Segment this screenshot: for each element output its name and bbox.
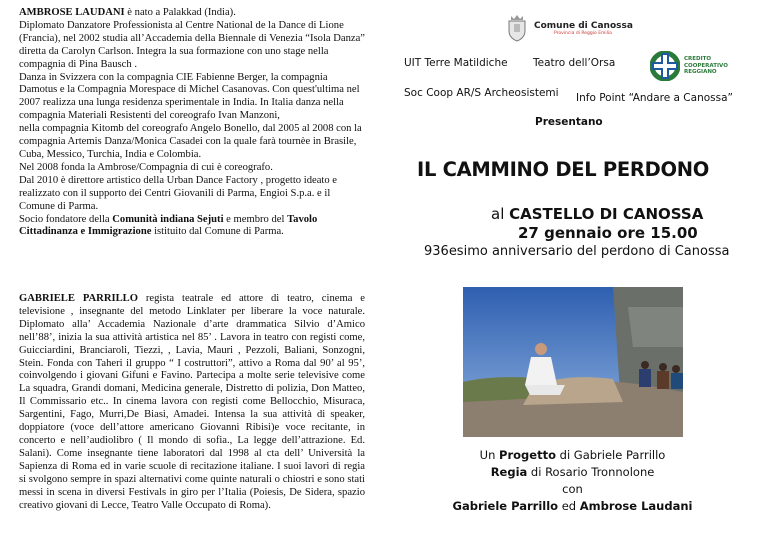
event-date: 27 gennaio ore 15.00 bbox=[518, 224, 698, 242]
credits-progetto: Un Progetto di Gabriele Parrillo bbox=[479, 448, 666, 462]
canossa-name: Comune di Canossa bbox=[534, 20, 633, 31]
bio-laudani-p1: AMBROSE LAUDANI è nato a Palakkad (India). bbox=[19, 7, 236, 18]
org-soc: Soc Coop AR/S Archeosistemi bbox=[404, 87, 559, 99]
bio-laudani-p4: nella compagnia Kitomb del coreografo Angelo Bonello, dal 2005 al 2008 con la compagnia Artemis Danza/Monica Casadei con la quale farà tournèe in Brasile, Cuba, Messico, Turchia, India e Colombia. bbox=[19, 123, 362, 160]
credito-line3: REGGIANO bbox=[684, 69, 717, 76]
bio-laudani-p2: Diplomato Danzatore Professionista al Centre National de la Dance di Lione (Francia), nel 2002 studia all’Accademia della Biennale di Venezia “Isola Danza” diretta da Carolyn Carlson. Integra la sua formazione con uno stage nella compagnia di Pina Bausch . bbox=[19, 19, 366, 70]
credito-logo bbox=[650, 51, 728, 81]
page-title: IL CAMMINO DEL PERDONO bbox=[417, 158, 710, 181]
presentano: Presentano bbox=[535, 116, 603, 128]
credito-cross-icon bbox=[650, 51, 680, 81]
bio-laudani bbox=[19, 7, 365, 239]
parrillo-text: regista teatrale ed attore di teatro, cinema e televisione , insegnante del metodo Linklater per liberare la voce naturale. Diplomato alla’ Accademia Nazionale d’arte drammatica Silvio d’Amico nell’88’, inizia la sua attività artistica nel 85’ . Lavora in teatro con registi come, Guicciardini, Branciaroli, Tiezzi, , Lavia, Mauri , Pezzoli, Baliani, Sonzogni, Stein. Fonda con Taheri il gruppo “ I costruttori”, attivo a Roma dal 90’ al 95’, coinvolgendo i giovani Gifuni e Favino. Partecipa a molte serie televisive come La squadra, Grandi domani, Medicina generale, Distretto di polizia, Don Matteo, Il Commissario etc.. In cinema lavora con registi come Bellocchio, Misuraca, Sargentini, Fago, Murri,De Biasi, Amadei. Intensa la sua attività di speaker, doppiatore (voce dell’attore americano Giovanni Ribisi)e voce recitante, in concerto e nell’audiolibro ( Il mondo di sofia., La legge dell’attrazione. Ed. Salani). Come insegnante tiene laboratori dal 1998 al cta dell’ Università la Sapienza di Roma ed in varie scuole di recitazione italiane. I suoi lavori di regia si svolgono sempre in spazi alternativi come quinte naturali o chiostri e sono stati messi in scena in diversi Festivals in giro per l’Italia (Poiesis, De Sidera, spazio creativo giovani di Lecce, Teatro Valle Occupato di Roma). bbox=[19, 293, 365, 511]
credito-line2: COOPERATIVO bbox=[684, 62, 728, 69]
credits-regia: Regia di Rosario Tronnolone bbox=[490, 465, 655, 479]
credits-cast: Gabriele Parrillo ed Ambrose Laudani bbox=[452, 499, 693, 513]
bio-laudani-p6: Dal 2010 è direttore artistico della Urban Dance Factory , progetto ideato e realizzato con il supporto dei Centri Giovanili di Parma, Engioi S.p.a. e il Comune di Parma. bbox=[19, 174, 337, 212]
bio-laudani-p5: Nel 2008 fonda la Ambrose/Compagnia di cui è coreografo. bbox=[19, 161, 273, 173]
performance-photo bbox=[463, 287, 683, 437]
parrillo-name: GABRIELE PARRILLO bbox=[19, 293, 138, 304]
org-info: Info Point “Andare a Canossa” bbox=[576, 92, 733, 104]
comune-canossa-logo bbox=[506, 13, 633, 43]
org-teatro: Teatro dell’Orsa bbox=[533, 57, 616, 69]
bio-laudani-p7: Socio fondatore della Comunità indiana Sejuti e membro del Tavolo Cittadinanza e Immigrazione istituito dal Comune di Parma. bbox=[19, 213, 318, 238]
credits-con: con bbox=[562, 482, 583, 496]
canossa-sub: Provincia di Reggio Emilia bbox=[554, 30, 612, 36]
venue: al CASTELLO DI CANOSSA bbox=[491, 205, 704, 223]
bio-laudani-p3: Danza in Svizzera con la compagnia CIE Fabienne Berger, la compagnia Damotus e la Compagnia Morespace di Michel Casanovas. Con quest'ultima nel 2007 realizza una lunga residenza sperimentale in India. In Italia danza nella compagnia Materiali Resistenti del coreografo Ivan Manzoni, bbox=[19, 71, 360, 122]
crest-icon bbox=[506, 13, 528, 43]
anniversary: 936esimo anniversario del perdono di Canossa bbox=[424, 244, 730, 259]
org-uit: UIT Terre Matildiche bbox=[404, 57, 508, 69]
credito-line1: CREDITO bbox=[684, 56, 712, 63]
bio-parrillo bbox=[19, 293, 365, 512]
